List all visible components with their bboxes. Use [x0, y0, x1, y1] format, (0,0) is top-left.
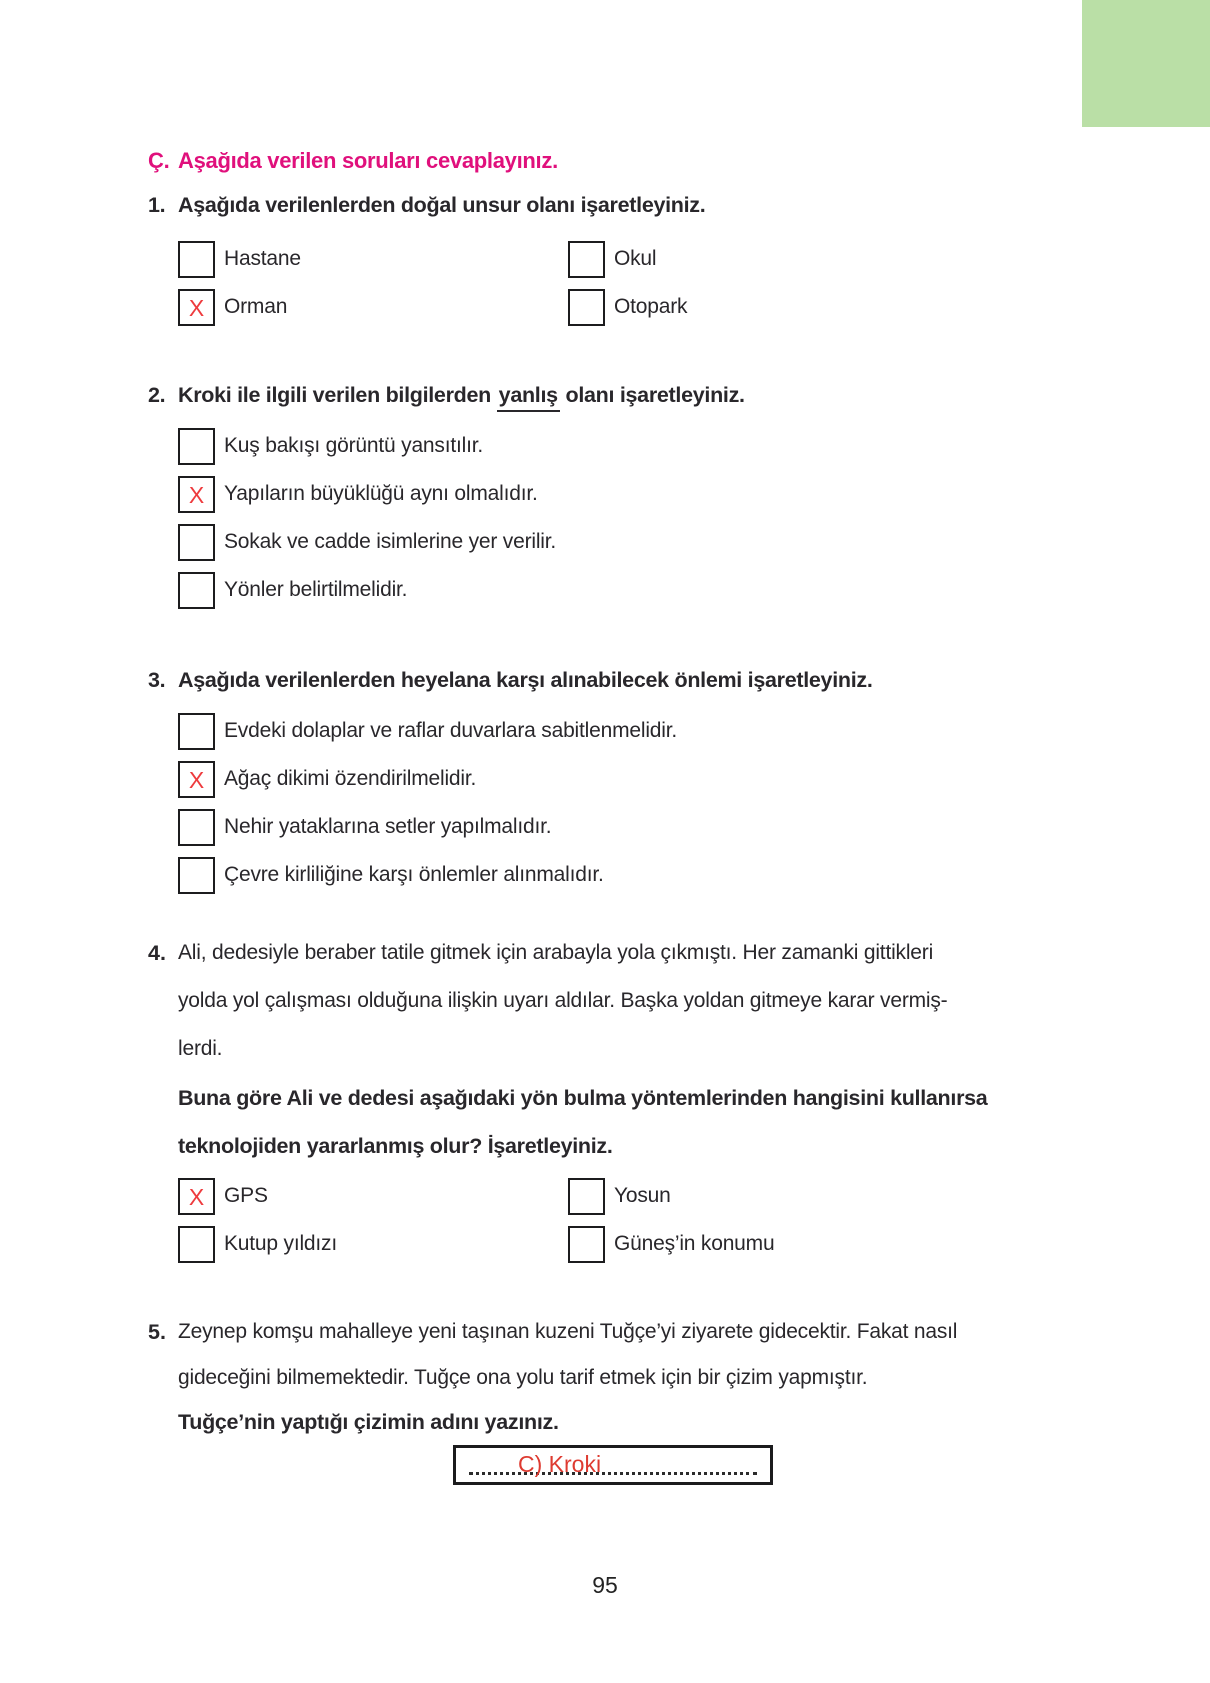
option-row — [178, 1225, 337, 1263]
question-1-options-col2 — [568, 240, 687, 336]
question-5-number: 5. — [148, 1320, 166, 1344]
question-2-underlined-word: yanlış — [497, 383, 560, 412]
question-2-text-prefix: Kroki ile ilgili verilen bilgilerden — [178, 383, 497, 407]
question-1-options-col1 — [178, 240, 301, 336]
checkbox[interactable] — [568, 1178, 605, 1215]
option-row — [178, 712, 677, 750]
checkbox[interactable] — [568, 289, 605, 326]
option-row — [178, 427, 556, 465]
checkbox[interactable] — [178, 476, 215, 513]
page-number: 95 — [592, 1572, 618, 1598]
checkbox-label: Hastane — [224, 247, 301, 270]
question-2-text — [178, 383, 745, 412]
checkbox-label: Ağaç dikimi özendirilmelidir. — [224, 767, 477, 790]
question-2-number: 2. — [148, 383, 166, 407]
question-3-text: Aşağıda verilenlerden heyelana karşı alınabilecek önlemi işaretleyiniz. — [178, 668, 873, 692]
question-5-line-1: Zeynep komşu mahalleye yeni taşınan kuzeni Tuğçe’yi ziyarete gidecektir. Fakat nasıl — [178, 1320, 958, 1343]
checkbox-label: Kuş bakışı görüntü yansıtılır. — [224, 434, 483, 457]
checkbox[interactable] — [178, 713, 215, 750]
x-mark: X — [188, 1183, 205, 1210]
question-3-number: 3. — [148, 668, 166, 692]
option-row — [568, 1177, 774, 1215]
checkbox[interactable] — [178, 428, 215, 465]
option-row — [178, 760, 677, 798]
checkbox[interactable] — [178, 1178, 215, 1215]
checkbox-label: Nehir yataklarına setler yapılmalıdır. — [224, 815, 552, 838]
question-4-bold-line-1: Buna göre Ali ve dedesi aşağıdaki yön bulma yöntemlerinden hangisini kullanırsa — [178, 1086, 988, 1110]
corner-decoration — [1082, 0, 1210, 127]
question-4-line-2: yolda yol çalışması olduğuna ilişkin uyarı aldılar. Başka yoldan gitmeye karar vermiş- — [178, 989, 948, 1012]
x-mark: X — [188, 766, 205, 793]
option-row — [178, 1177, 337, 1215]
checkbox-label: Kutup yıldızı — [224, 1232, 337, 1255]
option-row — [178, 240, 301, 278]
section-title: Aşağıda verilen soruları cevaplayınız. — [178, 148, 558, 173]
checkbox[interactable] — [568, 241, 605, 278]
x-mark: X — [188, 481, 205, 508]
option-row — [178, 523, 556, 561]
checkbox-label: Evdeki dolaplar ve raflar duvarlara sabitlenmelidir. — [224, 719, 677, 742]
answer-field[interactable] — [453, 1445, 773, 1485]
question-5-line-2: gideceğini bilmemektedir. Tuğçe ona yolu tarif etmek için bir çizim yapmıştır. — [178, 1366, 868, 1389]
option-row — [178, 475, 556, 513]
option-row — [568, 1225, 774, 1263]
option-row — [178, 808, 677, 846]
question-2-options — [178, 427, 556, 619]
question-1-title — [148, 193, 705, 218]
option-row — [178, 571, 556, 609]
question-2-title — [148, 383, 745, 408]
question-4-number: 4. — [148, 941, 166, 965]
question-4-options-col2 — [568, 1177, 774, 1273]
checkbox-label: Otopark — [614, 295, 688, 318]
x-mark: X — [188, 294, 205, 321]
section-label: Ç. — [148, 148, 170, 173]
checkbox-label: GPS — [224, 1184, 268, 1207]
section-header — [148, 148, 558, 174]
option-row — [178, 856, 677, 894]
checkbox-label: Yosun — [614, 1184, 671, 1207]
checkbox-label: Çevre kirliliğine karşı önlemler alınmalıdır. — [224, 863, 604, 886]
checkbox-label: Yönler belirtilmelidir. — [224, 578, 408, 601]
checkbox[interactable] — [178, 572, 215, 609]
checkbox[interactable] — [178, 241, 215, 278]
question-4-options-col1 — [178, 1177, 337, 1273]
option-row — [568, 288, 687, 326]
checkbox[interactable] — [178, 524, 215, 561]
checkbox-label: Güneş’in konumu — [614, 1232, 775, 1255]
answer-dotted-line — [469, 1472, 757, 1475]
option-row — [178, 288, 301, 326]
answer-text: C) Kroki — [518, 1451, 602, 1477]
checkbox[interactable] — [178, 1226, 215, 1263]
checkbox[interactable] — [178, 289, 215, 326]
question-1-number: 1. — [148, 193, 166, 217]
checkbox[interactable] — [568, 1226, 605, 1263]
question-4-line-3: lerdi. — [178, 1037, 223, 1060]
question-4-line-1: Ali, dedesiyle beraber tatile gitmek için arabayla yola çıkmıştı. Her zamanki gittikleri — [178, 941, 934, 964]
checkbox-label: Sokak ve cadde isimlerine yer verilir. — [224, 530, 557, 553]
question-3-title — [148, 668, 873, 693]
question-3-options — [178, 712, 677, 904]
option-row — [568, 240, 687, 278]
checkbox[interactable] — [178, 761, 215, 798]
question-5-bold-line: Tuğçe’nin yaptığı çizimin adını yazınız. — [178, 1410, 559, 1434]
question-4-bold-line-2: teknolojiden yararlanmış olur? İşaretleyiniz. — [178, 1134, 613, 1158]
checkbox[interactable] — [178, 809, 215, 846]
question-1-text: Aşağıda verilenlerden doğal unsur olanı işaretleyiniz. — [178, 193, 706, 217]
checkbox-label: Okul — [614, 247, 657, 270]
question-2-text-suffix: olanı işaretleyiniz. — [559, 383, 745, 407]
checkbox-label: Yapıların büyüklüğü aynı olmalıdır. — [224, 482, 538, 505]
checkbox[interactable] — [178, 857, 215, 894]
checkbox-label: Orman — [224, 295, 288, 318]
